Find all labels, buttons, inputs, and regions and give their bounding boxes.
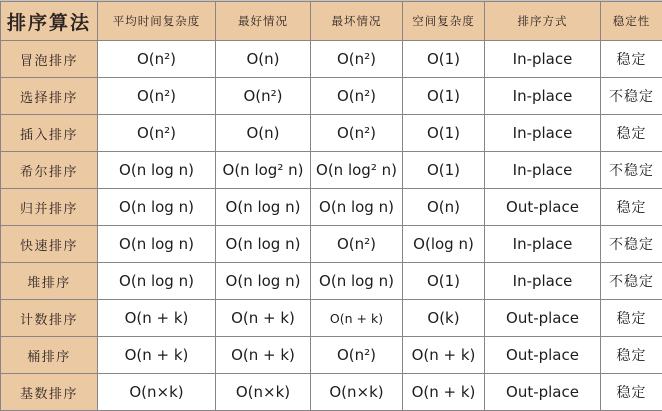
table-row (1, 115, 662, 152)
stability-cell: 不稳定 (601, 226, 662, 263)
method-cell: In-place (485, 152, 601, 189)
worst-case-cell: O(n²) (311, 337, 403, 374)
average-time-cell: O(n + k) (98, 337, 216, 374)
top-edge-divider (0, 0, 662, 1)
header-space-complexity: 空间复杂度 (403, 2, 485, 41)
best-case-cell: O(n) (216, 115, 311, 152)
space-cell: O(1) (403, 78, 485, 115)
average-time-cell: O(n log n) (98, 226, 216, 263)
table-header (1, 2, 662, 41)
table-row (1, 337, 662, 374)
method-cell: In-place (485, 263, 601, 300)
space-cell: O(n) (403, 189, 485, 226)
best-case-cell: O(n + k) (216, 337, 311, 374)
average-time-cell: O(n log n) (98, 152, 216, 189)
stability-cell: 稳定 (601, 41, 662, 78)
worst-case-cell: O(n²) (311, 41, 403, 78)
worst-case-cell: O(n log n) (311, 263, 403, 300)
sorting-algorithms-table (0, 1, 662, 411)
method-cell: Out-place (485, 189, 601, 226)
method-cell: In-place (485, 226, 601, 263)
table-body (1, 41, 662, 411)
best-case-cell: O(n + k) (216, 300, 311, 337)
space-cell: O(n + k) (403, 374, 485, 411)
average-time-cell: O(n²) (98, 41, 216, 78)
average-time-cell: O(n log n) (98, 263, 216, 300)
method-cell: In-place (485, 115, 601, 152)
method-cell: Out-place (485, 300, 601, 337)
average-time-cell: O(n + k) (98, 300, 216, 337)
header-worst-case: 最坏情况 (311, 2, 403, 41)
space-cell: O(1) (403, 263, 485, 300)
table-row (1, 374, 662, 411)
stability-cell: 稳定 (601, 300, 662, 337)
stability-cell: 稳定 (601, 189, 662, 226)
header-row (1, 2, 662, 41)
header-sort-method: 排序方式 (485, 2, 601, 41)
header-average-time: 平均时间复杂度 (98, 2, 216, 41)
table-row (1, 263, 662, 300)
header-algorithm: 排序算法 (1, 2, 98, 41)
space-cell: O(1) (403, 115, 485, 152)
worst-case-cell: O(n + k) (311, 300, 403, 337)
stability-cell: 不稳定 (601, 78, 662, 115)
stability-cell: 不稳定 (601, 152, 662, 189)
method-cell: In-place (485, 78, 601, 115)
stability-cell: 不稳定 (601, 263, 662, 300)
table-row (1, 152, 662, 189)
method-cell: Out-place (485, 337, 601, 374)
algorithm-name: 堆排序 (1, 263, 98, 300)
algorithm-name: 快速排序 (1, 226, 98, 263)
algorithm-name: 基数排序 (1, 374, 98, 411)
stability-cell: 稳定 (601, 337, 662, 374)
best-case-cell: O(n²) (216, 78, 311, 115)
algorithm-name: 计数排序 (1, 300, 98, 337)
table-row (1, 41, 662, 78)
average-time-cell: O(n²) (98, 78, 216, 115)
table-row (1, 300, 662, 337)
worst-case-cell: O(n²) (311, 115, 403, 152)
best-case-cell: O(n log n) (216, 189, 311, 226)
stability-cell: 稳定 (601, 115, 662, 152)
algorithm-name: 归并排序 (1, 189, 98, 226)
algorithm-name: 冒泡排序 (1, 41, 98, 78)
space-cell: O(k) (403, 300, 485, 337)
average-time-cell: O(n²) (98, 115, 216, 152)
table-row (1, 226, 662, 263)
best-case-cell: O(n log n) (216, 263, 311, 300)
space-cell: O(1) (403, 41, 485, 78)
header-best-case: 最好情况 (216, 2, 311, 41)
algorithm-name: 桶排序 (1, 337, 98, 374)
method-cell: Out-place (485, 374, 601, 411)
worst-case-cell: O(n²) (311, 78, 403, 115)
best-case-cell: O(n log n) (216, 226, 311, 263)
table-row (1, 189, 662, 226)
worst-case-cell: O(n×k) (311, 374, 403, 411)
best-case-cell: O(n) (216, 41, 311, 78)
average-time-cell: O(n×k) (98, 374, 216, 411)
space-cell: O(n + k) (403, 337, 485, 374)
space-cell: O(1) (403, 152, 485, 189)
algorithm-name: 希尔排序 (1, 152, 98, 189)
table-row (1, 78, 662, 115)
algorithm-name: 选择排序 (1, 78, 98, 115)
best-case-cell: O(n×k) (216, 374, 311, 411)
header-stability: 稳定性 (601, 2, 662, 41)
best-case-cell: O(n log² n) (216, 152, 311, 189)
worst-case-cell: O(n log² n) (311, 152, 403, 189)
stability-cell: 稳定 (601, 374, 662, 411)
method-cell: In-place (485, 41, 601, 78)
algorithm-name: 插入排序 (1, 115, 98, 152)
average-time-cell: O(n log n) (98, 189, 216, 226)
space-cell: O(log n) (403, 226, 485, 263)
worst-case-cell: O(n log n) (311, 189, 403, 226)
worst-case-cell: O(n²) (311, 226, 403, 263)
